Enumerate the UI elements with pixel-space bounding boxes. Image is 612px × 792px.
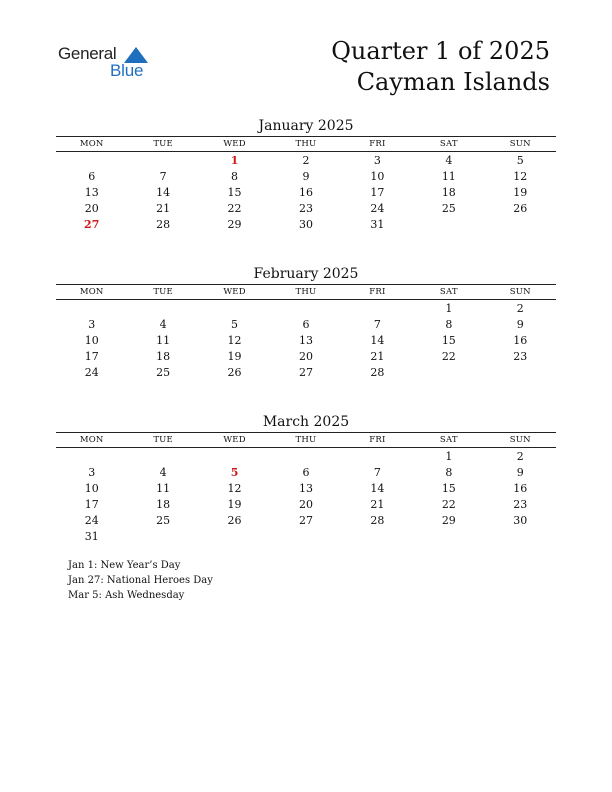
day-cell: 31: [370, 217, 385, 231]
holiday-note: Jan 27: National Heroes Day: [68, 575, 213, 586]
week-row: [56, 364, 556, 380]
day-cell: 14: [370, 481, 385, 495]
day-cell: 14: [370, 333, 385, 347]
week-row: [56, 216, 556, 232]
generalblue-logo: [58, 44, 158, 84]
day-cell: 8: [445, 317, 453, 331]
holiday-note: Mar 5: Ash Wednesday: [68, 590, 185, 601]
day-cell: 30: [513, 513, 528, 527]
day-cell: 1: [445, 449, 453, 463]
day-cell: 15: [227, 185, 242, 199]
week-row: [56, 332, 556, 348]
day-cell: 6: [302, 465, 310, 479]
weekday-label: WED: [223, 287, 246, 297]
holiday-notes: [68, 558, 213, 603]
day-cell: 9: [516, 317, 524, 331]
weekday-label: THU: [295, 287, 317, 297]
day-cell: 7: [373, 465, 381, 479]
weekday-label: WED: [223, 435, 246, 445]
day-cell: 2: [516, 449, 524, 463]
day-cell: 27: [298, 365, 313, 379]
week-row: [56, 480, 556, 496]
day-cell: 4: [159, 317, 167, 331]
day-cell: 21: [370, 497, 385, 511]
day-cell: 4: [445, 153, 453, 167]
day-cell: 9: [302, 169, 310, 183]
day-cell: 11: [156, 481, 171, 495]
day-cell: 7: [159, 169, 167, 183]
page-title: [331, 36, 550, 98]
weekday-label: THU: [295, 435, 317, 445]
day-cell: 16: [513, 481, 528, 495]
day-cell: 23: [513, 497, 528, 511]
month-title: March 2025: [262, 414, 350, 430]
day-cell: 21: [370, 349, 385, 363]
day-cell: 2: [302, 153, 310, 167]
month-calendar: [56, 117, 556, 232]
day-cell: 10: [84, 481, 99, 495]
day-cell: 1: [230, 153, 239, 167]
weekday-label: SUN: [509, 139, 531, 149]
month-calendar: [56, 413, 556, 544]
day-cell: 5: [516, 153, 524, 167]
logo-text-general: General: [58, 44, 117, 63]
day-cell: 18: [441, 185, 456, 199]
day-cell: 15: [441, 333, 456, 347]
day-cell: 19: [227, 497, 242, 511]
day-cell: 6: [302, 317, 310, 331]
day-cell: 11: [441, 169, 456, 183]
weekday-label: TUE: [153, 287, 173, 297]
day-cell: 5: [230, 465, 239, 479]
day-cell: 26: [227, 365, 242, 379]
week-row: [56, 496, 556, 512]
day-cell: 30: [298, 217, 313, 231]
day-cell: 24: [370, 201, 385, 215]
day-cell: 24: [84, 513, 99, 527]
day-cell: 16: [513, 333, 528, 347]
weekday-label: SUN: [509, 287, 531, 297]
day-cell: 18: [156, 497, 171, 511]
day-cell: 3: [373, 153, 381, 167]
week-row: [56, 300, 556, 316]
day-cell: 19: [227, 349, 242, 363]
day-cell: 5: [231, 317, 239, 331]
day-cell: 1: [445, 301, 453, 315]
day-cell: 28: [370, 513, 385, 527]
day-cell: 16: [298, 185, 313, 199]
week-row: [56, 512, 556, 528]
weekday-label: TUE: [153, 435, 173, 445]
title-country: Cayman Islands: [356, 68, 550, 96]
weekday-label: SAT: [439, 287, 458, 297]
day-cell: 8: [445, 465, 453, 479]
weekday-label: WED: [223, 139, 246, 149]
weekday-header: [56, 432, 556, 448]
day-cell: 21: [156, 201, 171, 215]
day-cell: 27: [84, 217, 100, 231]
day-cell: 15: [441, 481, 456, 495]
day-cell: 11: [156, 333, 171, 347]
week-row: [56, 464, 556, 480]
day-cell: 6: [88, 169, 96, 183]
weekday-label: SUN: [509, 435, 531, 445]
day-cell: 26: [227, 513, 242, 527]
weekday-label: SAT: [439, 139, 458, 149]
day-cell: 26: [513, 201, 528, 215]
week-row: [56, 348, 556, 364]
week-row: [56, 168, 556, 184]
title-quarter: Quarter 1 of 2025: [331, 37, 550, 65]
day-cell: 22: [441, 349, 456, 363]
weekday-label: THU: [295, 139, 317, 149]
day-cell: 24: [84, 365, 99, 379]
week-row: [56, 184, 556, 200]
day-cell: 4: [159, 465, 167, 479]
day-cell: 17: [370, 185, 385, 199]
day-cell: 10: [84, 333, 99, 347]
day-cell: 22: [227, 201, 242, 215]
week-row: [56, 528, 556, 544]
day-cell: 17: [84, 497, 99, 511]
day-cell: 13: [298, 481, 313, 495]
weekday-label: FRI: [369, 287, 386, 297]
day-cell: 19: [513, 185, 528, 199]
day-cell: 12: [513, 169, 528, 183]
day-cell: 25: [156, 365, 171, 379]
day-cell: 18: [156, 349, 171, 363]
weekday-label: FRI: [369, 435, 386, 445]
logo-text-blue: Blue: [110, 61, 144, 80]
weekday-label: SAT: [439, 435, 458, 445]
day-cell: 8: [231, 169, 239, 183]
day-cell: 27: [298, 513, 313, 527]
day-cell: 17: [84, 349, 99, 363]
weekday-header: [56, 136, 556, 152]
day-cell: 28: [156, 217, 171, 231]
weekday-header: [56, 284, 556, 300]
day-cell: 12: [227, 481, 242, 495]
day-cell: 29: [227, 217, 242, 231]
day-cell: 12: [227, 333, 242, 347]
day-cell: 29: [441, 513, 456, 527]
weekday-label: TUE: [153, 139, 173, 149]
weekday-label: MON: [79, 287, 104, 297]
day-cell: 2: [516, 301, 524, 315]
day-cell: 25: [156, 513, 171, 527]
day-cell: 23: [513, 349, 528, 363]
day-cell: 13: [84, 185, 99, 199]
day-cell: 20: [298, 497, 313, 511]
day-cell: 20: [298, 349, 313, 363]
day-cell: 3: [88, 317, 96, 331]
week-row: [56, 200, 556, 216]
week-row: [56, 316, 556, 332]
weekday-label: FRI: [369, 139, 386, 149]
weekday-label: MON: [79, 139, 104, 149]
month-title: January 2025: [258, 118, 354, 134]
day-cell: 7: [373, 317, 381, 331]
month-title: February 2025: [253, 266, 359, 282]
day-cell: 22: [441, 497, 456, 511]
week-row: [56, 152, 556, 168]
day-cell: 23: [298, 201, 313, 215]
day-cell: 31: [84, 529, 99, 543]
day-cell: 9: [516, 465, 524, 479]
month-calendar: [56, 265, 556, 380]
day-cell: 28: [370, 365, 385, 379]
day-cell: 25: [441, 201, 456, 215]
holiday-note: Jan 1: New Year’s Day: [68, 560, 181, 571]
day-cell: 14: [156, 185, 171, 199]
day-cell: 20: [84, 201, 99, 215]
day-cell: 10: [370, 169, 385, 183]
week-row: [56, 448, 556, 464]
day-cell: 13: [298, 333, 313, 347]
day-cell: 3: [88, 465, 96, 479]
weekday-label: MON: [79, 435, 104, 445]
